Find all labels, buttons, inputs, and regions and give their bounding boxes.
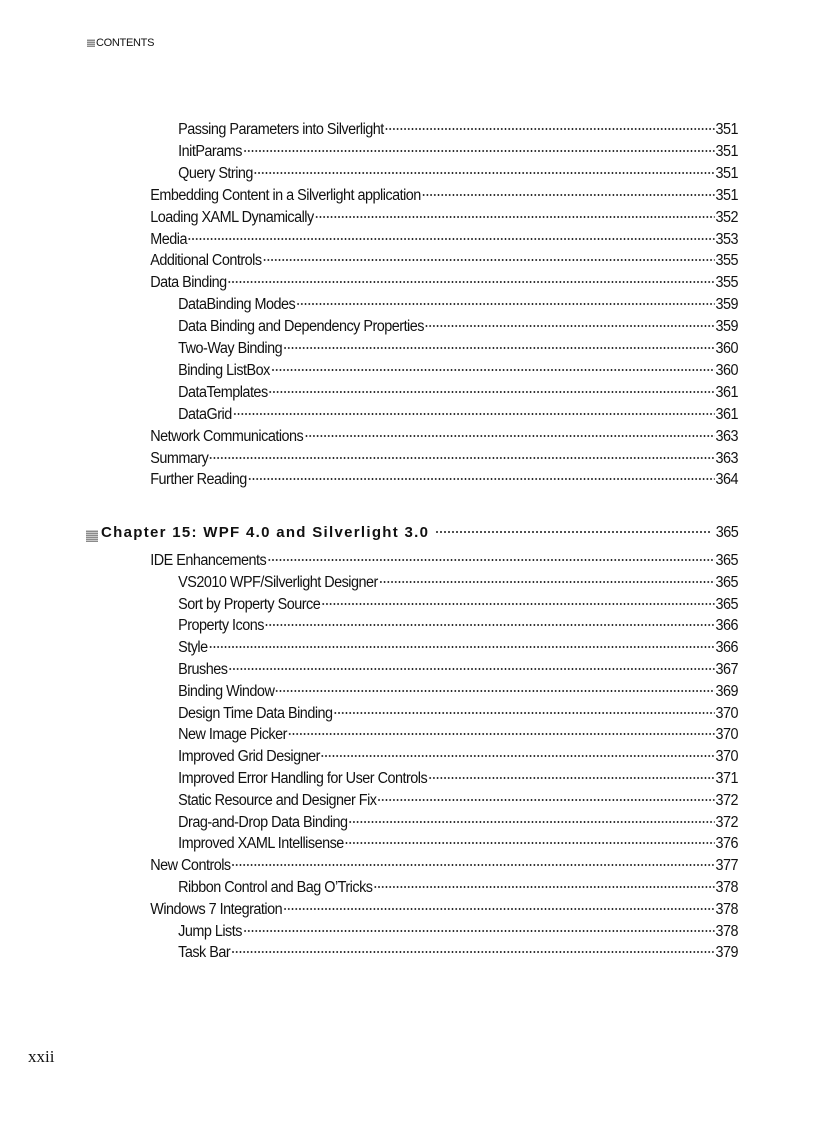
dot-leader	[428, 777, 714, 779]
dot-leader	[379, 581, 715, 583]
toc-entry-page: 351	[715, 142, 738, 160]
toc-entry-page: 378	[715, 879, 738, 896]
header-label: CONTENTS	[96, 37, 155, 49]
toc-entry-page: 378	[715, 922, 738, 940]
toc-entry-page: 351	[715, 121, 738, 138]
toc-entry-page: 361	[715, 405, 738, 423]
toc-entry[interactable]	[178, 768, 738, 790]
toc-entry-page: 364	[715, 471, 738, 489]
toc-entry-page: 352	[715, 208, 738, 226]
dot-leader	[248, 478, 715, 480]
toc-entry-title: Static Resource and Designer Fix	[178, 791, 377, 809]
toc-entry-title: Two-Way Binding	[178, 340, 283, 357]
toc-entry-page: 370	[715, 748, 738, 766]
dot-leader	[373, 886, 714, 888]
toc-entry-title: IDE Enhancements	[150, 552, 267, 569]
toc-entry[interactable]	[178, 141, 738, 163]
dot-leader	[228, 668, 714, 670]
toc-entry[interactable]	[178, 615, 738, 637]
dot-leader	[288, 733, 715, 735]
toc-entry[interactable]	[178, 681, 738, 703]
toc-entry-page: 369	[715, 682, 738, 700]
page-number: xxii	[28, 1047, 55, 1066]
header-square-icon	[87, 39, 95, 47]
toc-entry[interactable]	[150, 250, 738, 272]
dot-leader	[243, 150, 715, 152]
toc-entry-title: DataGrid	[178, 405, 232, 423]
toc-entry-title: Loading XAML Dynamically	[150, 208, 314, 226]
toc-entry-title: Ribbon Control and Bag O’Tricks	[178, 879, 373, 896]
toc-entry[interactable]	[178, 790, 738, 812]
dot-leader	[209, 646, 715, 648]
toc-entry-title: Improved Error Handling for User Controls	[178, 770, 428, 787]
toc-entry-title: New Controls	[150, 857, 231, 875]
toc-entry[interactable]	[178, 942, 738, 964]
dot-leader	[232, 864, 715, 866]
toc-entry-title: Jump Lists	[178, 922, 242, 940]
toc-entry-page: 360	[715, 340, 738, 357]
dot-leader	[243, 930, 715, 932]
toc-entry-title: Passing Parameters into Silverlight	[178, 121, 384, 138]
toc-entry-title: Data Binding and Dependency Properties	[178, 318, 424, 336]
dot-leader	[262, 259, 714, 261]
dot-leader	[209, 457, 714, 459]
toc-entry[interactable]	[178, 294, 738, 316]
toc-entry-title: VS2010 WPF/Silverlight Designer	[178, 573, 378, 591]
toc-entry-title: Drag-and-Drop Data Binding	[178, 813, 348, 831]
toc-entry-title: DataBinding Modes	[178, 296, 296, 314]
dot-leader	[321, 755, 715, 757]
toc-entry-title: Binding Window	[178, 682, 275, 700]
toc-entry[interactable]	[150, 229, 738, 251]
toc-entry-title: Additional Controls	[150, 252, 262, 270]
chapter-title: Chapter 15: WPF 4.0 and Silverlight 3.0	[101, 524, 430, 541]
dot-leader	[425, 325, 715, 327]
toc-entry[interactable]	[178, 572, 738, 594]
dot-leader	[233, 413, 715, 415]
toc-entry[interactable]	[178, 637, 738, 659]
toc-entry-title: Property Icons	[178, 617, 264, 635]
toc-entry-page: 370	[715, 726, 738, 744]
toc-entry-page: 359	[715, 318, 738, 336]
dot-leader	[321, 603, 714, 605]
toc-entry-page: 355	[715, 274, 738, 292]
toc-entry-page: 372	[715, 791, 738, 809]
dot-leader	[333, 712, 714, 714]
toc-entry[interactable]	[150, 855, 738, 877]
toc-entry[interactable]	[150, 426, 738, 448]
dot-leader	[348, 821, 714, 823]
toc-entry-page: 371	[715, 770, 738, 787]
toc-entry[interactable]	[178, 316, 738, 338]
toc-entry-page: 365	[715, 552, 738, 569]
chapter-heading[interactable]	[86, 524, 738, 548]
toc-entry[interactable]	[150, 272, 738, 294]
toc-entry[interactable]	[178, 812, 738, 834]
toc-entry[interactable]	[178, 404, 738, 426]
toc-entry[interactable]	[150, 550, 738, 572]
dot-leader	[269, 391, 715, 393]
toc-entry[interactable]	[178, 382, 738, 404]
toc-entry-title: Further Reading	[150, 471, 247, 489]
toc-entry-title: Media	[150, 230, 187, 248]
toc-entry[interactable]	[178, 119, 738, 141]
toc-entry-page: 351	[715, 164, 738, 182]
dot-leader	[345, 842, 715, 844]
dot-leader	[296, 303, 714, 305]
toc-entry-page: 378	[715, 900, 738, 918]
toc-entry-page: 360	[715, 361, 738, 379]
toc-entry-page: 365	[715, 573, 738, 591]
dot-leader	[267, 559, 714, 561]
toc-entry-page: 363	[715, 427, 738, 445]
toc-entry-page: 351	[715, 186, 738, 204]
toc-entry-title: DataTemplates	[178, 383, 268, 401]
dot-leader	[377, 799, 714, 801]
toc-entry-title: Sort by Property Source	[178, 595, 321, 613]
toc-entry-page: 377	[715, 857, 738, 875]
chapter-square-icon	[86, 530, 98, 542]
toc-entry-title: Brushes	[178, 661, 228, 678]
toc-entry-title: Windows 7 Integration	[150, 900, 283, 918]
dot-leader	[254, 172, 715, 174]
chapter-page-number: 365	[715, 524, 738, 541]
dot-leader	[188, 238, 715, 240]
dot-leader	[304, 435, 714, 437]
dot-leader	[265, 624, 715, 626]
toc-entry-page: 363	[715, 449, 738, 467]
chapter-dot-leader	[435, 531, 712, 533]
dot-leader	[315, 216, 715, 218]
dot-leader	[283, 347, 715, 349]
toc-entry[interactable]	[150, 207, 738, 229]
toc-entry-title: Improved Grid Designer	[178, 748, 320, 766]
dot-leader	[275, 690, 714, 692]
toc-entry[interactable]	[178, 724, 738, 746]
toc-entry[interactable]	[178, 594, 738, 616]
dot-leader	[271, 369, 715, 371]
toc-entry-title: Style	[178, 639, 208, 657]
toc-entry[interactable]	[178, 746, 738, 768]
toc-entry-title: Summary	[150, 449, 209, 467]
toc-entry-title: Design Time Data Binding	[178, 704, 333, 722]
toc-entry-title: New Image Picker	[178, 726, 287, 744]
running-header	[87, 37, 154, 49]
toc-entry[interactable]	[178, 877, 738, 899]
toc-entry-title: Data Binding	[150, 274, 227, 292]
dot-leader	[228, 281, 715, 283]
toc-entry[interactable]	[178, 360, 738, 382]
toc-entry[interactable]	[178, 921, 738, 943]
toc-entry[interactable]	[178, 163, 738, 185]
dot-leader	[231, 951, 714, 953]
toc-entry-page: 366	[715, 639, 738, 657]
toc-entry-page: 359	[715, 296, 738, 314]
toc-entry-title: Binding ListBox	[178, 361, 270, 379]
toc-entry[interactable]	[178, 703, 738, 725]
toc-entry[interactable]	[150, 469, 738, 491]
toc-entry[interactable]	[150, 185, 738, 207]
toc-entry-page: 366	[715, 617, 738, 635]
toc-entry-page: 376	[715, 835, 738, 853]
toc-entry[interactable]	[150, 899, 738, 921]
toc-entry-title: Task Bar	[178, 944, 231, 962]
toc-entry[interactable]	[178, 338, 738, 360]
toc-entry-page: 379	[715, 944, 738, 962]
toc-entry[interactable]	[150, 448, 738, 470]
toc-entry-page: 365	[715, 595, 738, 613]
toc-entry-page: 367	[715, 661, 738, 678]
toc-entry-title: Network Communications	[150, 427, 304, 445]
toc-entry-title: InitParams	[178, 142, 242, 160]
toc-entry-page: 372	[715, 813, 738, 831]
dot-leader	[283, 908, 714, 910]
toc-entry-page: 355	[715, 252, 738, 270]
toc-entry-page: 370	[715, 704, 738, 722]
dot-leader	[422, 194, 715, 196]
toc-entry-title: Improved XAML Intellisense	[178, 835, 344, 853]
toc-entry[interactable]	[178, 833, 738, 855]
toc-entry[interactable]	[178, 659, 738, 681]
toc-entry-page: 361	[715, 383, 738, 401]
toc-entry-title: Embedding Content in a Silverlight application	[150, 186, 421, 204]
toc-entry-page: 353	[715, 230, 738, 248]
toc-entry-title: Query String	[178, 164, 253, 182]
dot-leader	[385, 128, 715, 130]
